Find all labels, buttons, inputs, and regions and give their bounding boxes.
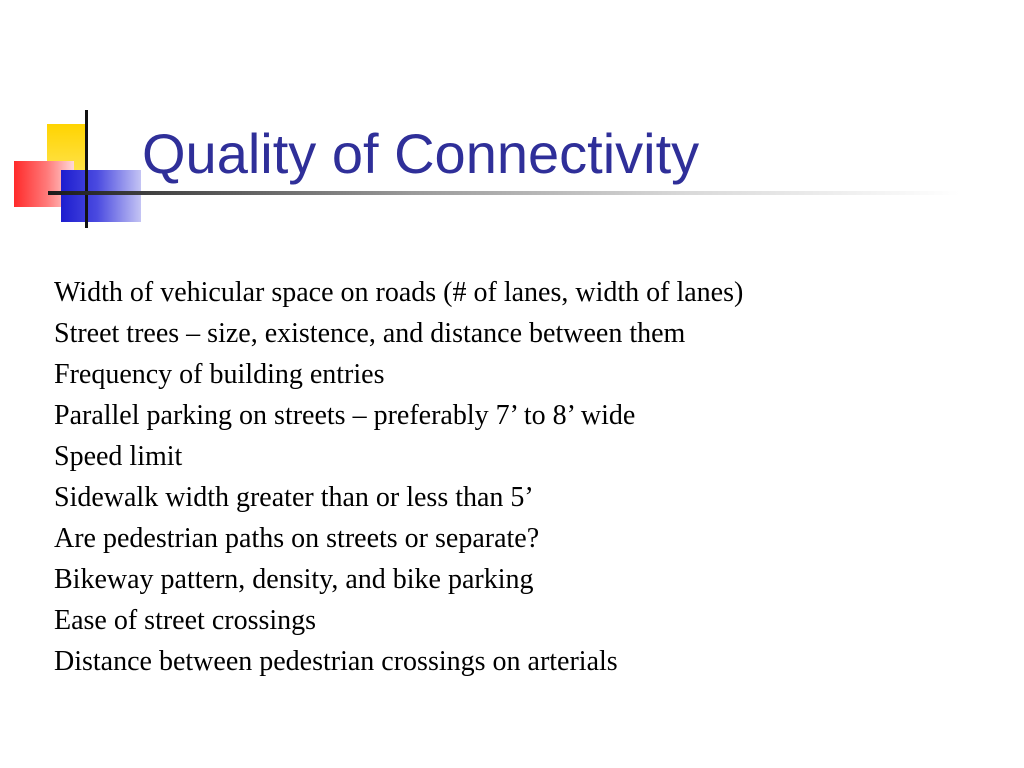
list-item: Sidewalk width greater than or less than 5’ (54, 482, 534, 513)
list-item: Street trees – size, existence, and distance between them (54, 318, 686, 349)
vertical-line-decoration (85, 110, 88, 228)
list-item: Frequency of building entries (54, 359, 385, 390)
title-underline (48, 191, 960, 195)
slide-title: Quality of Connectivity (142, 122, 700, 185)
list-item: Ease of street crossings (54, 605, 317, 636)
list-item: Distance between pedestrian crossings on arterials (54, 646, 618, 677)
bullet-list (54, 272, 743, 682)
title-decoration (0, 0, 160, 240)
list-item: Are pedestrian paths on streets or separate? (54, 523, 540, 554)
list-item: Speed limit (54, 441, 183, 472)
list-item: Width of vehicular space on roads (# of lanes, width of lanes) (54, 277, 744, 308)
blue-square-decoration (61, 170, 141, 222)
list-item: Bikeway pattern, density, and bike parking (54, 564, 534, 595)
list-item: Parallel parking on streets – preferably 7’ to 8’ wide (54, 400, 636, 431)
